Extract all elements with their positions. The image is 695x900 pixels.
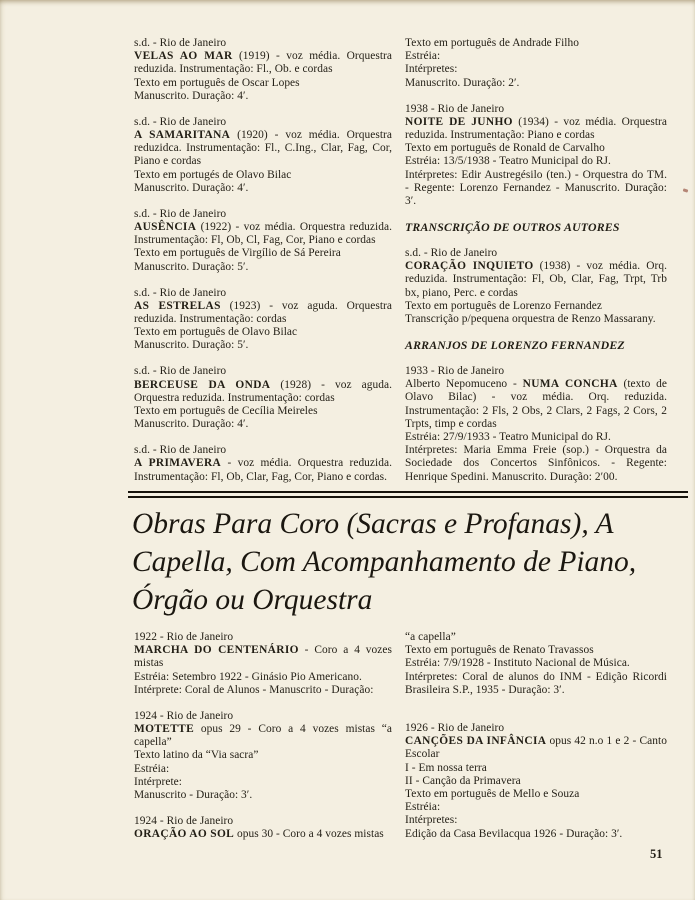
work-title: A PRIMAVERA — [134, 457, 222, 470]
entry-title-line — [134, 379, 392, 405]
entry-title-rest: (1920) - voz média. Orquestra reduzidca. Instrumentação: Fl., C.Ing., Clar, Fag, Cor, Piano e cordas — [134, 129, 392, 168]
entry-line: Texto em portugés de Olavo Bilac — [134, 168, 292, 181]
chapter-heading-line: Órgão ou Orquestra — [132, 584, 373, 616]
work-entry — [134, 116, 392, 195]
top-left-column — [134, 37, 392, 497]
entry-title-rest: - voz média. Orquestra reduzida. Instrumentação: Fl, Ob, Clar, Fag, Cor, Piano e cordas. — [134, 457, 392, 483]
entry-line: Estréia: — [134, 762, 170, 775]
entry-date-line: s.d. - Rio de Janeiro — [134, 365, 227, 378]
work-entry-continuation — [405, 37, 667, 90]
entry-date-line: s.d. - Rio de Janeiro — [134, 115, 227, 128]
entry-title-rest: (texto de Olavo Bilac) - voz média. Orq. reduzida. Instrumentação: 2 Fls, 2 Obs, 2 Clars, 2 Fags, 2 Cors, 2 Trpts, timp e cordas — [405, 378, 667, 430]
work-entry — [134, 365, 392, 431]
chapter-heading — [132, 505, 695, 619]
section-heading-transcricao: TRANSCRIÇÃO DE OUTROS AUTORES — [405, 220, 620, 235]
work-title: VELAS AO MAR — [134, 50, 233, 63]
entry-title-line — [134, 828, 392, 841]
work-title: NOITE DE JUNHO — [405, 115, 513, 128]
work-title: ORAÇÃO AO SOL — [134, 828, 235, 841]
entry-title-prefix: Alberto Nepomuceno - — [405, 378, 523, 391]
entry-title-rest: opus 42 n.o 1 e 2 - Canto Escolar — [405, 735, 667, 761]
entry-title-rest: opus 30 - Coro a 4 vozes mistas — [234, 828, 384, 841]
entry-title-line — [405, 378, 667, 431]
entry-line: Texto em português de Renato Travassos — [405, 644, 594, 657]
entry-line: Manuscrito. Duração: 5′. — [134, 339, 249, 352]
entry-title-line — [134, 300, 392, 326]
entry-date-line: 1924 - Rio de Janeiro — [134, 709, 234, 722]
work-entry — [134, 815, 392, 841]
entry-date-line: s.d. - Rio de Janeiro — [134, 286, 227, 299]
entry-title-rest: (1923) - voz aguda. Orquestra reduzida. Instrumentação: cordas — [134, 299, 392, 326]
entry-title-line — [405, 260, 667, 300]
entry-title-line — [134, 457, 392, 483]
entry-line: Intérpretes: — [405, 63, 458, 76]
work-entry — [405, 247, 667, 326]
work-title: MOTETTE — [134, 723, 195, 736]
work-entry — [134, 631, 392, 697]
work-entry — [405, 722, 667, 841]
entry-line: Intérpretes: — [405, 814, 458, 827]
entry-line: Texto em português de Olavo Bilac — [134, 326, 298, 339]
top-right-column — [405, 37, 667, 497]
entry-line: Texto em português de Virgílio de Sá Pereira — [134, 247, 341, 260]
bottom-right-column — [405, 631, 667, 854]
entry-line: Manuscrito. Duração: 2′. — [405, 76, 520, 89]
entry-line: Estréia: 7/9/1928 - Instituto Nacional de Música. — [405, 657, 630, 670]
entry-line: Intérpretes: Coral de alunos do INM - Edição Ricordi Brasileira S.P., 1935 - Duração: 3′. — [405, 670, 667, 696]
entry-line: Manuscrito - Duração: 3′. — [134, 789, 253, 802]
entry-line: Estréia: 27/9/1933 - Teatro Municipal do RJ. — [405, 431, 611, 444]
entry-line: “a capella” — [405, 631, 456, 643]
entry-line: Estréia: — [405, 801, 441, 814]
entry-date-line: s.d. - Rio de Janeiro — [134, 37, 227, 49]
work-title: BERCEUSE DA ONDA — [134, 378, 271, 391]
entry-title-rest: (1922) - voz média. Orquestra reduzida. Instrumentação: Fl, Ob, Cl, Fag, Cor, Piano e cordas — [134, 221, 392, 247]
entry-date-line: 1938 - Rio de Janeiro — [405, 102, 505, 115]
entry-title-rest: (1928) - voz aguda. Orquestra reduzida. Instrumentação: cordas — [134, 378, 392, 404]
work-entry — [134, 710, 392, 802]
entry-title-rest: (1919) - voz média. Orquestra reduzida. Instrumentação: Fl., Ob. e cordas — [134, 50, 392, 76]
work-entry — [134, 208, 392, 274]
entry-date-line: 1933 - Rio de Janeiro — [405, 365, 505, 378]
entry-line: Texto em português de Mello e Souza — [405, 788, 580, 801]
entry-line: Edição da Casa Bevilacqua 1926 - Duração: 3′. — [405, 827, 623, 840]
work-title: AS ESTRELAS — [134, 299, 221, 312]
entry-line: Intérpretes: Maria Emma Freie (sop.) - Orquestra da Sociedade dos Concertos Sinfônicos. - Regente: Henrique Spedini. Manuscrito. Duração: 2′00. — [405, 444, 667, 483]
entry-line: Texto em português de Andrade Filho — [405, 37, 579, 49]
entry-line: Texto em português de Ronald de Carvalho — [405, 142, 605, 155]
work-entry-continuation — [405, 631, 667, 697]
entry-title-line — [405, 116, 667, 142]
work-entry — [405, 365, 667, 484]
entry-line: Manuscrito. Duração: 4′. — [134, 418, 249, 431]
work-title: MARCHA DO CENTENÁRIO — [134, 644, 299, 657]
entry-title-rest: opus 29 - Coro a 4 vozes mistas “a capella” — [134, 723, 392, 749]
entry-line: Texto latino da “Via sacra” — [134, 749, 259, 762]
work-title: A SAMARITANA — [134, 129, 231, 142]
entry-line: Intérprete: — [134, 775, 182, 788]
entry-date-line: s.d. - Rio de Janeiro — [134, 207, 227, 220]
entry-date-line: 1926 - Rio de Janeiro — [405, 722, 505, 735]
entry-title-rest: (1934) - voz média. Orquestra reduzida. Instrumentação: Piano e cordas — [405, 115, 667, 142]
scan-artifact — [683, 188, 689, 192]
entry-line: Estréia: 13/5/1938 - Teatro Municipal do RJ. — [405, 155, 611, 168]
entry-line: Manuscrito. Duração: 5′. — [134, 260, 249, 273]
entry-date-line: s.d. - Rio de Janeiro — [405, 247, 498, 260]
chapter-heading-line: Obras Para Coro (Sacras e Profanas), A — [132, 508, 614, 540]
entry-line: Texto em português de Lorenzo Fernandez — [405, 299, 602, 312]
work-title: CORAÇÃO INQUIETO — [405, 260, 534, 273]
work-entry — [134, 287, 392, 353]
entry-title-line — [405, 735, 667, 761]
entry-line: Transcrição p/pequena orquestra de Renzo Massarany. — [405, 313, 656, 326]
entry-line: Estréia: — [405, 50, 441, 63]
entry-line: Intérpretes: Edir Austregésilo (ten.) - Orquestra do TM. - Regente: Lorenzo Fernandez - Manuscrito. Duração: 3′. — [405, 168, 667, 208]
work-title: AUSÊNCIA — [134, 221, 197, 234]
chapter-heading-line: Capella, Com Acompanhamento de Piano, — [132, 546, 637, 578]
entry-line: Estréia: Setembro 1922 - Ginásio Pio Americano. — [134, 670, 362, 683]
entry-title-rest: - Coro a 4 vozes mistas — [134, 644, 392, 670]
bottom-left-column — [134, 631, 392, 854]
entry-title-rest: (1938) - voz média. Orq. reduzida. Instrumentação: Fl, Ob, Clar, Fag, Trpt, Trb bx, piano, Perc. e cordas — [405, 260, 667, 299]
work-title: CANÇÕES DA INFÂNCIA — [405, 735, 547, 748]
entry-title-line — [134, 644, 392, 670]
work-entry — [134, 444, 392, 484]
entry-line: Texto em português de Cecília Meireles — [134, 405, 318, 418]
entry-title-line — [134, 221, 392, 247]
work-entry — [405, 103, 667, 209]
entry-title-line — [134, 129, 392, 169]
entry-line: Texto em português de Oscar Lopes — [134, 76, 300, 89]
entry-line: Intérprete: Coral de Alunos - Manuscrito - Duração: — [134, 683, 374, 696]
entry-title-line — [134, 50, 392, 76]
entry-date-line: s.d. - Rio de Janeiro — [134, 444, 227, 457]
entry-title-line — [134, 723, 392, 749]
section-divider — [128, 491, 688, 498]
entry-line: Manuscrito. Duração: 4′. — [134, 181, 249, 194]
page-number: 51 — [650, 847, 663, 861]
entry-line: Manuscrito. Duração: 4′. — [134, 89, 249, 102]
work-entry — [134, 37, 392, 103]
entry-date-line: 1924 - Rio de Janeiro — [134, 815, 234, 828]
entry-line: I - Em nossa terra — [405, 761, 487, 774]
section-heading-arranjos: ARRANJOS DE LORENZO FERNANDEZ — [405, 338, 625, 353]
work-title: NUMA CONCHA — [522, 378, 618, 391]
entry-date-line: 1922 - Rio de Janeiro — [134, 631, 234, 643]
entry-line: II - Canção da Primavera — [405, 774, 521, 787]
